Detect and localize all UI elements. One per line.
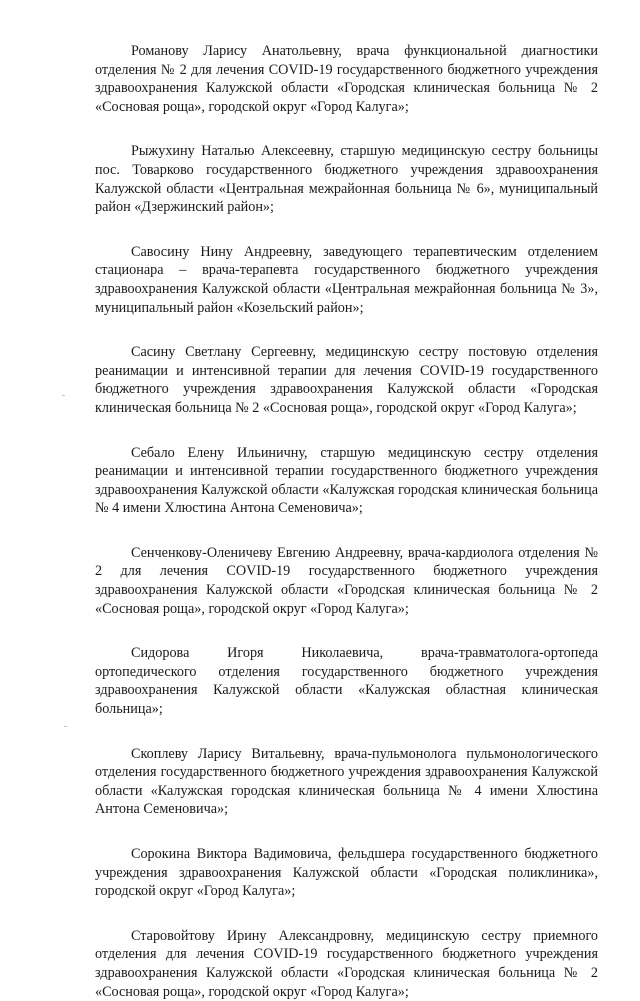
list-item: Себало Елену Ильиничну, старшую медицинскую сестру отделения реанимации и интенсивной терапии государственного бюджетного учреждения здравоохранения Калужской области «Калужская городская клиническая больница № 4 имени Хлюстина Антона Семеновича»; xyxy=(95,444,598,517)
list-item: Сидорова Игоря Николаевича, врача-травматолога-ортопеда ортопедического отделения государственного бюджетного учреждения здравоохранения Калужской области «Калужская областная клиническая больница»; xyxy=(95,645,598,718)
list-item: Савосину Нину Андреевну, заведующего терапевтическим отделением стационара – врача-терапевта государственного бюджетного учреждения здравоохранения Калужской области «Центральная межрайонная больница № 3», муниципальный район «Козельский район»; xyxy=(95,243,598,316)
list-item: Старовойтову Ирину Александровну, медицинскую сестру приемного отделения для лечения COVID-19 государственного бюджетного учреждения здравоохранения Калужской области «Городская клиническая больница № 2 «Сосновая роща», городской округ «Город Калуга»; xyxy=(95,927,598,1000)
scan-artifact xyxy=(64,726,67,727)
list-item: Скоплеву Ларису Витальевну, врача-пульмонолога пульмонологического отделения государственного бюджетного учреждения здравоохранения Калужской области «Калужская городская клиническая больница № 4 имени Хлюстина Антона Семеновича»; xyxy=(95,745,598,818)
list-item: Сенченкову-Оленичеву Евгению Андреевну, врача-кардиолога отделения № 2 для лечения COVID-19 государственного бюджетного учреждения здравоохранения Калужской области «Городская клиническая больница № 2 «Сосновая роща», городской округ «Город Калуга»; xyxy=(95,544,598,617)
list-item: Рыжухину Наталью Алексеевну, старшую медицинскую сестру больницы пос. Товарково государственного бюджетного учреждения здравоохранения Калужской области «Центральная межрайонная больница № 6», муниципальный район «Дзержинский район»; xyxy=(95,143,598,216)
list-item: Романову Ларису Анатольевну, врача функциональной диагностики отделения № 2 для лечения COVID-19 государственного бюджетного учреждения здравоохранения Калужской области «Городская клиническая больница № 2 «Сосновая роща», городской округ «Город Калуга»; xyxy=(95,43,598,115)
scan-artifact xyxy=(62,395,65,396)
award-list xyxy=(95,42,598,1001)
list-item: Сасину Светлану Сергеевну, медицинскую сестру постовую отделения реанимации и интенсивной терапии для лечения COVID-19 государственного бюджетного учреждения здравоохранения Калужской области «Городская клиническая больница № 2 «Сосновая роща», городской округ «Город Калуга»; xyxy=(95,344,598,416)
list-item: Сорокина Виктора Вадимовича, фельдшера государственного бюджетного учреждения здравоохранения Калужской области «Городская поликлиника», городской округ «Город Калуга»; xyxy=(95,846,598,900)
